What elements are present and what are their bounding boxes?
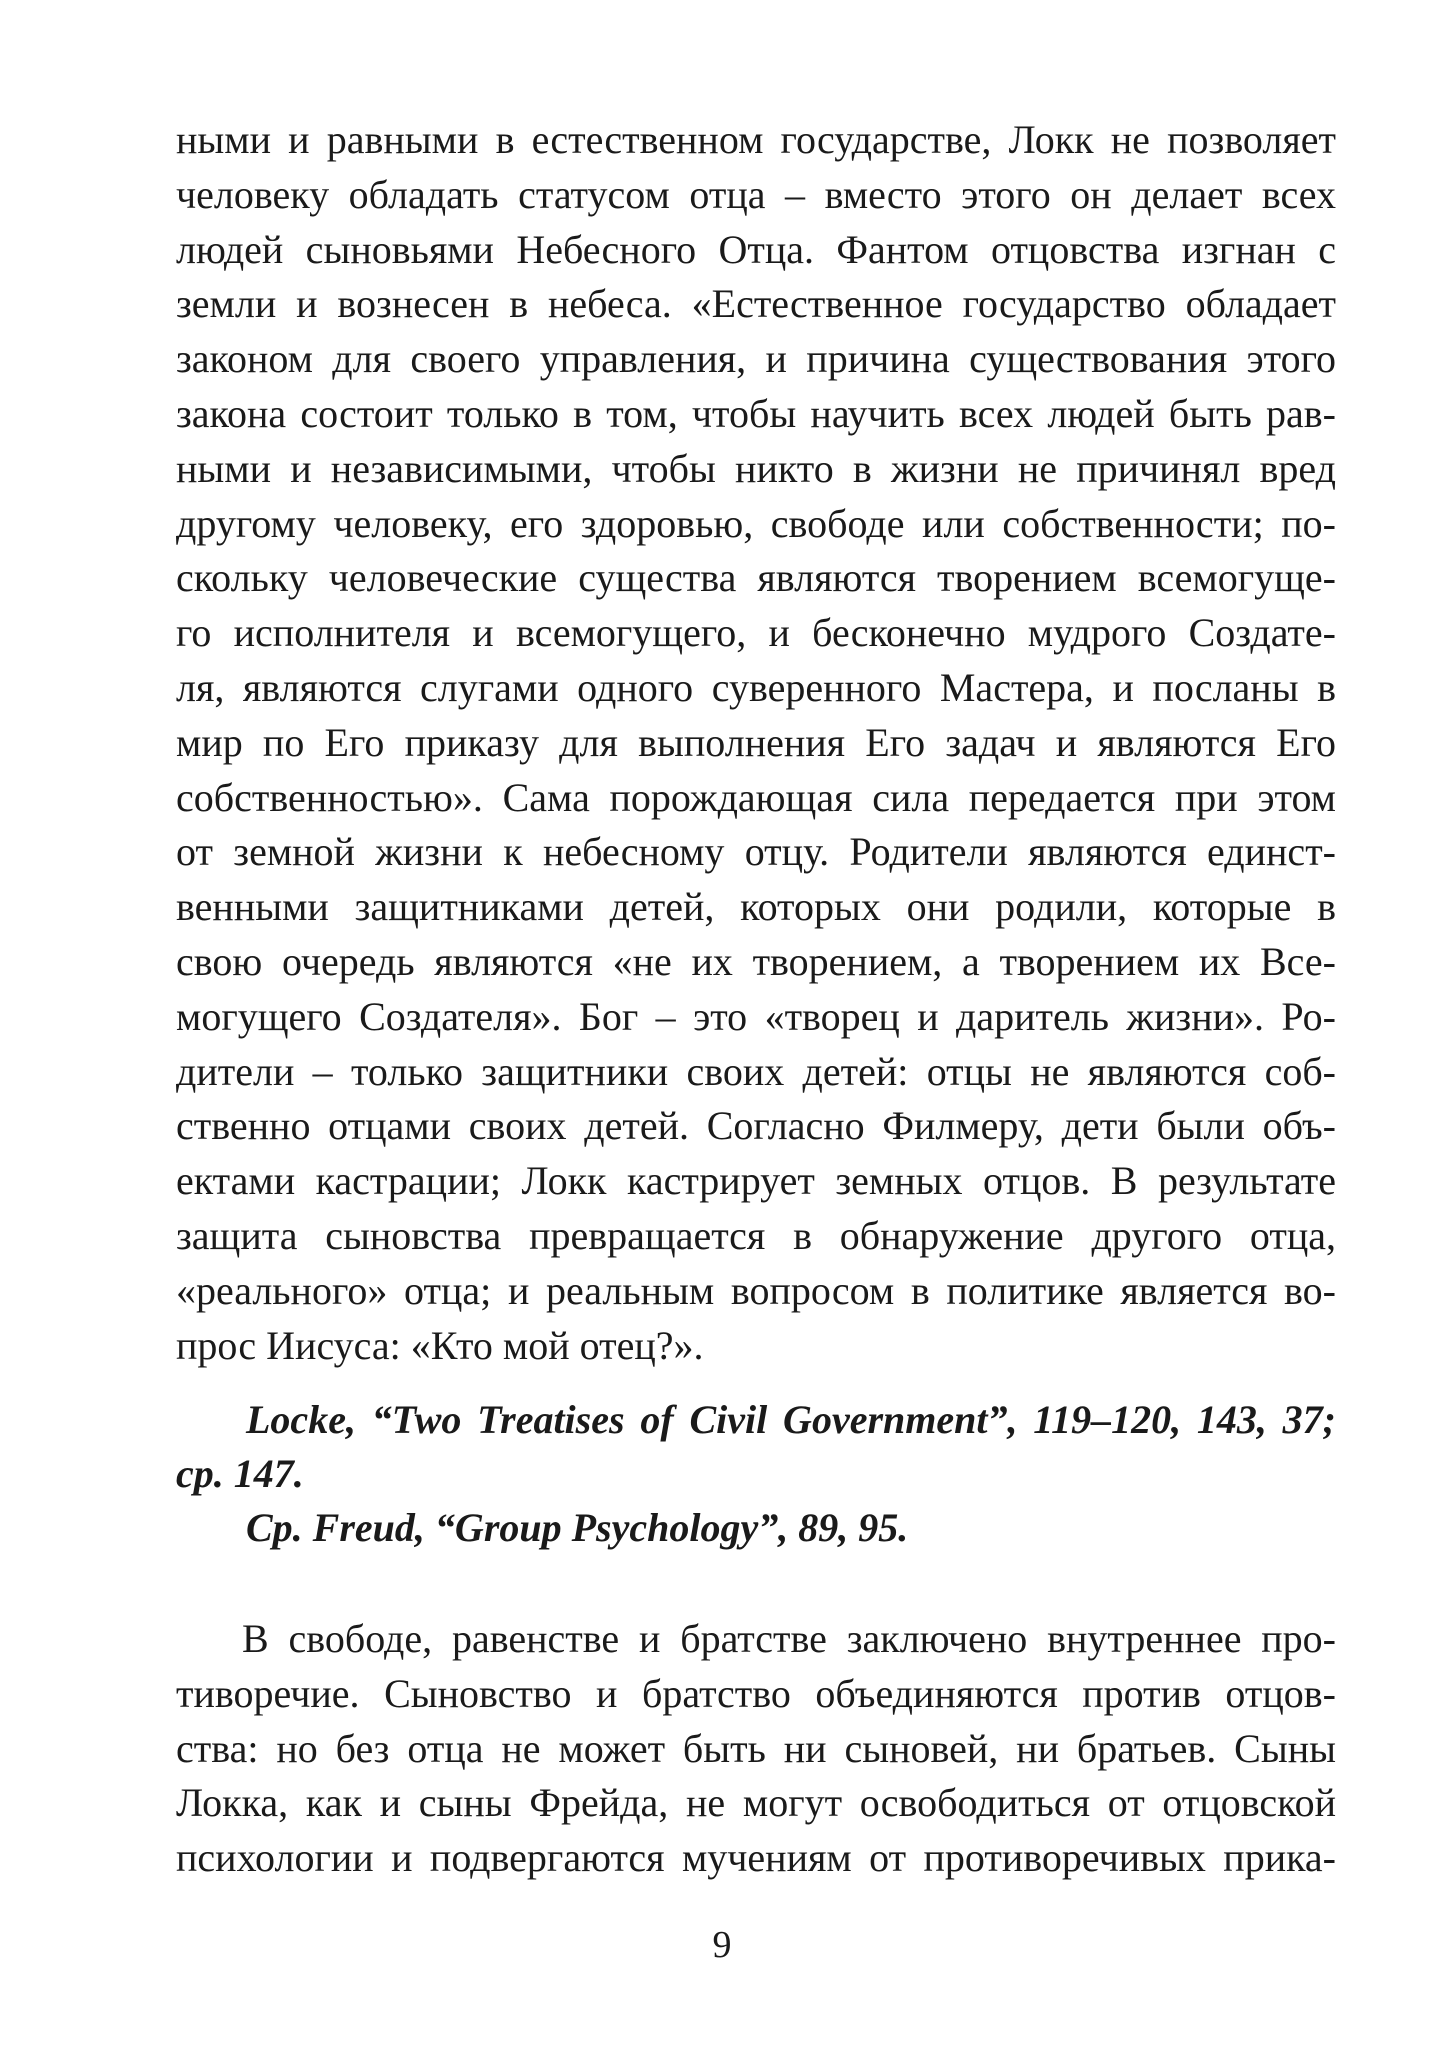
reference-locke-continued: ср. 147. (176, 1451, 304, 1496)
text-line: дители – только защитники своих детей: отцы не являются соб- (176, 1048, 1336, 1094)
text-line: ектами кастрации; Локк кастрирует земных отцов. В результате (176, 1158, 1336, 1204)
text-line: могущего Создателя». Бог – это «творец и даритель жизни». Ро- (176, 993, 1336, 1039)
text-line: людей сыновьями Небесного Отца. Фантом отцовства изгнан с (176, 226, 1336, 272)
text-line: «реального» отца; и реальным вопросом в политике является во- (176, 1267, 1336, 1313)
reference-locke: Locke, “Two Treatises of Civil Government”, 119–120, 143, 37; (246, 1397, 1336, 1442)
text-line: ными и равными в естественном государстве, Локк не позволяет (176, 117, 1336, 162)
page-number: 9 (712, 1924, 732, 1966)
text-line: человеку обладать статусом отца – вместо этого он делает всех (176, 171, 1336, 217)
text-line: защита сыновства превращается в обнаружение другого отца, (176, 1212, 1336, 1258)
text-line: от земной жизни к небесному отцу. Родители являются единст- (176, 829, 1336, 875)
text-line: венными защитниками детей, которых они родили, которые в (176, 884, 1336, 930)
text-line: го исполнителя и всемогущего, и бесконечно мудрого Создате- (176, 610, 1336, 656)
text-line: ля, являются слугами одного суверенного Мастера, и посланы в (176, 664, 1336, 710)
text-line: земли и вознесен в небеса. «Естественное государство обладает (176, 281, 1336, 327)
reference-list (176, 1393, 1336, 1555)
text-line: собственностью». Сама порождающая сила передается при этом (176, 774, 1336, 820)
text-line: законом для своего управления, и причина существования этого (176, 336, 1336, 382)
text-line: В свободе, равенстве и братстве заключено внутреннее про- (242, 1616, 1336, 1661)
text-line: ственно отцами своих детей. Согласно Филмеру, дети были объ- (176, 1103, 1336, 1149)
text-line: прос Иисуса: «Кто мой отец?». (176, 1322, 704, 1368)
text-line: мир по Его приказу для выполнения Его задач и являются Его (176, 719, 1336, 765)
text-line: тиворечие. Сыновство и братство объединяются против отцов- (176, 1670, 1336, 1716)
text-line: ными и независимыми, чтобы никто в жизни не причинял вред (176, 445, 1336, 491)
text-line: Локка, как и сыны Фрейда, не могут освободиться от отцовской (176, 1780, 1336, 1826)
text-line: другому человеку, его здоровью, свободе или собственности; по- (176, 500, 1336, 546)
text-line: психологии и подвергаются мучениям от противоречивых прика- (176, 1835, 1336, 1881)
text-line: скольку человеческие существа являются творением всемогуще- (176, 555, 1336, 601)
reference-freud: Cp. Freud, “Group Psychology”, 89, 95. (246, 1505, 909, 1550)
paragraph-locke-fatherhood (176, 113, 1336, 1373)
text-line: ства: но без отца не может быть ни сыновей, ни братьев. Сыны (176, 1725, 1336, 1771)
paragraph-liberty-equality-fraternity (176, 1612, 1336, 1886)
text-line: закона состоит только в том, чтобы научить всех людей быть рав- (176, 390, 1336, 436)
text-line: свою очередь являются «не их творением, а творением их Все- (176, 938, 1336, 984)
